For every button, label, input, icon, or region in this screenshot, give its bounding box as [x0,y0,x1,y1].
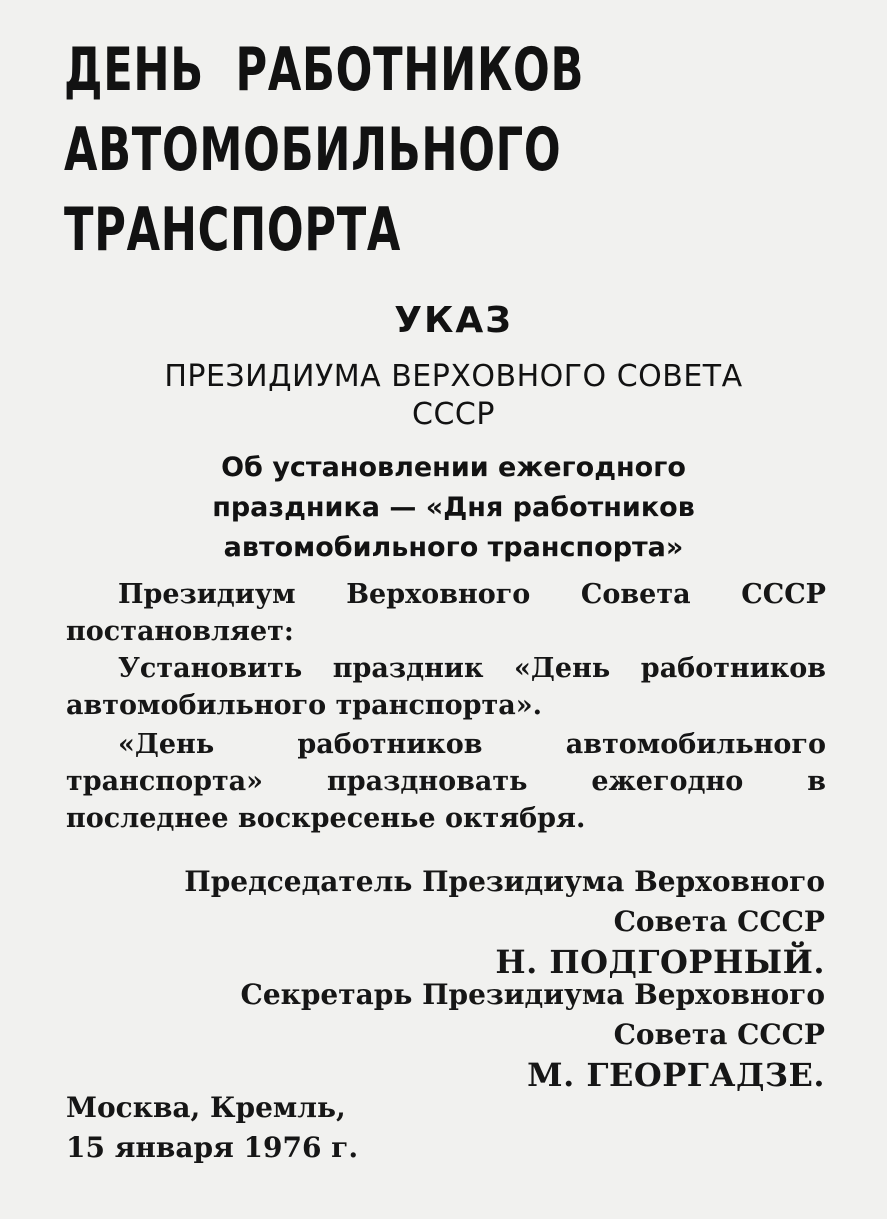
signature-role-line-1: Председатель Президиума Верховного [184,865,825,898]
date: 15 января 1976 г. [66,1131,359,1164]
decree-title: УКАЗ [394,300,513,341]
body-paragraph-2: Установить праздник «День работников автомобильного транспорта». [66,653,826,721]
signature-chairman [184,862,825,982]
signature-role-line-2: Совета СССР [613,1018,825,1051]
body-paragraph-3: «День работников автомобильного транспорта» праздновать ежегодно в последнее воскресенье октября. [66,729,826,834]
headline [64,30,584,270]
headline-line-1: ДЕНЬ РАБОТНИКОВ [64,35,585,105]
headline-line-3: ТРАНСПОРТА [64,195,402,265]
headline-line-2: АВТОМОБИЛЬНОГО [64,115,562,185]
signature-name: М. ГЕОРГАДЗЕ. [527,1056,825,1094]
decree-subject-line-3: автомобильного транспорта» [223,532,684,563]
place-and-date [66,1088,358,1168]
body-paragraph-1: Президиум Верховного Совета СССР постановляет: [66,579,826,647]
signature-role-line-2: Совета СССР [613,905,825,938]
decree-subject-line-1: Об установлении ежегодного [221,452,686,483]
place: Москва, Кремль, [66,1091,346,1124]
decree-issuer-line-1: ПРЕЗИДИУМА ВЕРХОВНОГО СОВЕТА [164,359,743,394]
decree-subject [10,448,887,568]
decree-subject-line-2: праздника — «Дня работников [212,492,695,523]
decree-issuer [10,358,887,434]
decree-issuer-line-2: СССР [412,397,495,432]
signature-role-line-1: Секретарь Президиума Верховного [240,978,825,1011]
signature-name: Н. ПОДГОРНЫЙ. [495,943,825,981]
signature-secretary [241,975,825,1095]
